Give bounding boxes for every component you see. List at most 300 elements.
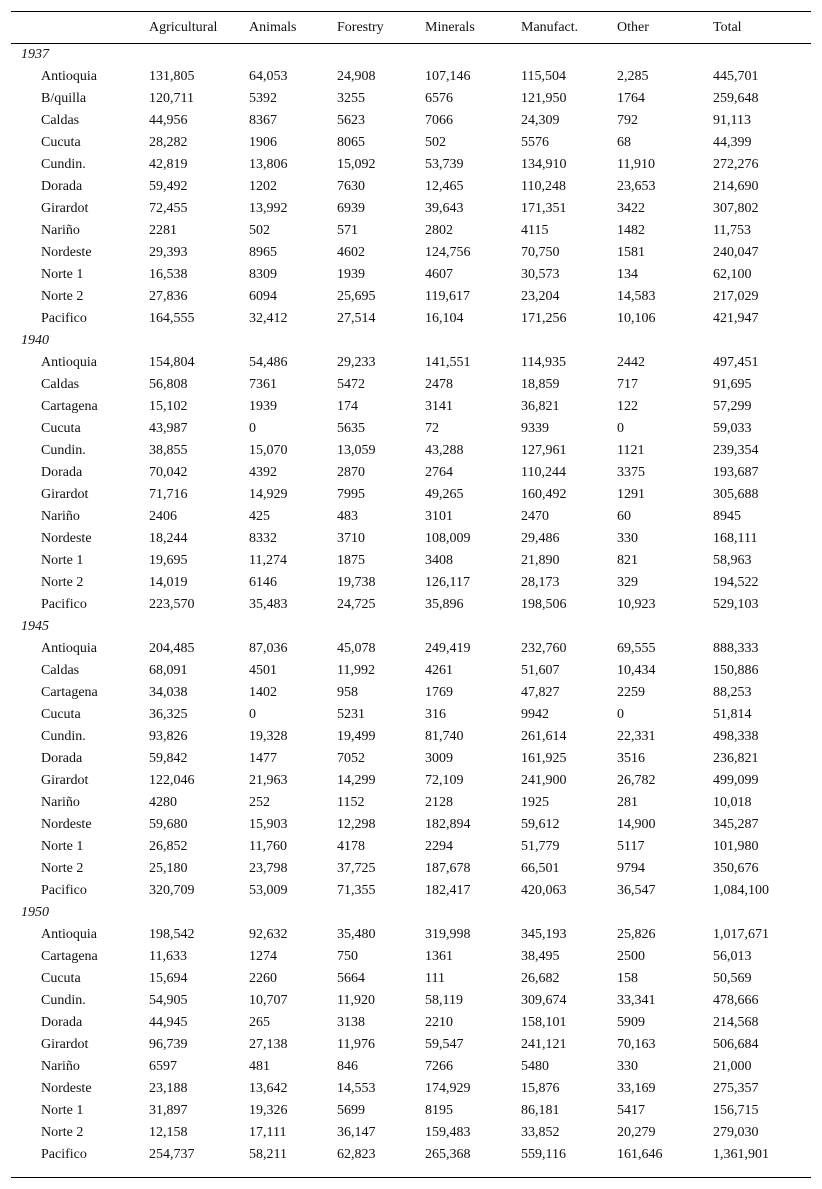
cell-forestry: 846 bbox=[337, 1059, 358, 1074]
table-row bbox=[11, 968, 811, 990]
cell-minerals: 187,678 bbox=[425, 861, 471, 876]
cell-agricultural: 6597 bbox=[149, 1059, 177, 1074]
cell-manufact: 309,674 bbox=[521, 993, 567, 1008]
cell-manufact: 2470 bbox=[521, 509, 549, 524]
cell-manufact: 70,750 bbox=[521, 245, 560, 260]
cell-agricultural: 72,455 bbox=[149, 201, 188, 216]
cell-total: 529,103 bbox=[713, 597, 759, 612]
cell-total: 421,947 bbox=[713, 311, 759, 326]
cell-other: 3375 bbox=[617, 465, 645, 480]
cell-other: 330 bbox=[617, 531, 638, 546]
table-row bbox=[11, 770, 811, 792]
cell-animals: 4501 bbox=[249, 663, 277, 678]
cell-total: 101,980 bbox=[713, 839, 759, 854]
cell-manufact: 559,116 bbox=[521, 1147, 566, 1162]
cell-agricultural: 56,808 bbox=[149, 377, 188, 392]
cell-forestry: 4178 bbox=[337, 839, 365, 854]
year-label: 1950 bbox=[21, 905, 49, 920]
cell-agricultural: 34,038 bbox=[149, 685, 188, 700]
cell-manufact: 420,063 bbox=[521, 883, 567, 898]
cell-animals: 4392 bbox=[249, 465, 277, 480]
cell-minerals: 16,104 bbox=[425, 311, 464, 326]
cell-minerals: 35,896 bbox=[425, 597, 464, 612]
cell-forestry: 8065 bbox=[337, 135, 365, 150]
cell-forestry: 3138 bbox=[337, 1015, 365, 1030]
cell-region: Girardot bbox=[41, 773, 89, 788]
cell-region: Norte 2 bbox=[41, 861, 84, 876]
cell-agricultural: 15,694 bbox=[149, 971, 188, 986]
header-animals: Animals bbox=[249, 19, 297, 35]
cell-minerals: 2128 bbox=[425, 795, 453, 810]
cell-minerals: 174,929 bbox=[425, 1081, 471, 1096]
cell-forestry: 36,147 bbox=[337, 1125, 376, 1140]
cell-other: 821 bbox=[617, 553, 638, 568]
cell-region: Norte 1 bbox=[41, 1103, 84, 1118]
cell-other: 1764 bbox=[617, 91, 645, 106]
cell-minerals: 4607 bbox=[425, 267, 453, 282]
cell-total: 506,684 bbox=[713, 1037, 759, 1052]
cell-manufact: 36,821 bbox=[521, 399, 560, 414]
cell-other: 14,900 bbox=[617, 817, 656, 832]
cell-region: Norte 1 bbox=[41, 267, 84, 282]
table-row bbox=[11, 264, 811, 286]
cell-forestry: 1152 bbox=[337, 795, 365, 810]
cell-other: 33,341 bbox=[617, 993, 656, 1008]
cell-total: 194,522 bbox=[713, 575, 759, 590]
cell-region: Girardot bbox=[41, 1037, 89, 1052]
cell-agricultural: 29,393 bbox=[149, 245, 188, 260]
year-row bbox=[11, 902, 811, 924]
cell-animals: 13,806 bbox=[249, 157, 288, 172]
header-minerals: Minerals bbox=[425, 19, 475, 35]
cell-forestry: 11,976 bbox=[337, 1037, 375, 1052]
cell-forestry: 15,092 bbox=[337, 157, 376, 172]
cell-minerals: 1769 bbox=[425, 685, 453, 700]
cell-other: 23,653 bbox=[617, 179, 656, 194]
cell-region: Nordeste bbox=[41, 245, 92, 260]
cell-minerals: 265,368 bbox=[425, 1147, 471, 1162]
cell-animals: 8367 bbox=[249, 113, 277, 128]
cell-total: 58,963 bbox=[713, 553, 752, 568]
cell-animals: 6146 bbox=[249, 575, 277, 590]
cell-minerals: 249,419 bbox=[425, 641, 471, 656]
cell-agricultural: 54,905 bbox=[149, 993, 188, 1008]
cell-forestry: 45,078 bbox=[337, 641, 376, 656]
cell-other: 3422 bbox=[617, 201, 645, 216]
cell-forestry: 14,299 bbox=[337, 773, 376, 788]
cell-manufact: 241,900 bbox=[521, 773, 567, 788]
cell-other: 122 bbox=[617, 399, 638, 414]
cell-forestry: 14,553 bbox=[337, 1081, 376, 1096]
cell-forestry: 5472 bbox=[337, 377, 365, 392]
header-total: Total bbox=[713, 19, 742, 35]
cell-agricultural: 131,805 bbox=[149, 69, 195, 84]
cell-total: 214,690 bbox=[713, 179, 759, 194]
cell-region: Caldas bbox=[41, 663, 80, 678]
cell-minerals: 2210 bbox=[425, 1015, 453, 1030]
table-row bbox=[11, 308, 811, 330]
cell-agricultural: 18,244 bbox=[149, 531, 188, 546]
cell-region: Cucuta bbox=[41, 707, 81, 722]
table-row bbox=[11, 572, 811, 594]
cell-forestry: 958 bbox=[337, 685, 358, 700]
table-row bbox=[11, 660, 811, 682]
cell-total: 150,886 bbox=[713, 663, 759, 678]
year-label: 1945 bbox=[21, 619, 49, 634]
cell-region: Nariño bbox=[41, 1059, 80, 1074]
cell-manufact: 5576 bbox=[521, 135, 549, 150]
cell-minerals: 7066 bbox=[425, 113, 453, 128]
cell-manufact: 232,760 bbox=[521, 641, 567, 656]
cell-agricultural: 59,680 bbox=[149, 817, 188, 832]
cell-forestry: 2870 bbox=[337, 465, 365, 480]
cell-agricultural: 27,836 bbox=[149, 289, 188, 304]
cell-total: 88,253 bbox=[713, 685, 752, 700]
cell-manufact: 158,101 bbox=[521, 1015, 567, 1030]
header-forestry: Forestry bbox=[337, 19, 384, 35]
cell-animals: 14,929 bbox=[249, 487, 288, 502]
cell-total: 91,695 bbox=[713, 377, 752, 392]
cell-total: 50,569 bbox=[713, 971, 752, 986]
cell-other: 20,279 bbox=[617, 1125, 656, 1140]
cell-region: Dorada bbox=[41, 751, 83, 766]
cell-agricultural: 44,956 bbox=[149, 113, 188, 128]
cell-other: 161,646 bbox=[617, 1147, 663, 1162]
cell-manufact: 38,495 bbox=[521, 949, 560, 964]
cell-other: 158 bbox=[617, 971, 638, 986]
cell-other: 134 bbox=[617, 267, 638, 282]
cell-manufact: 110,244 bbox=[521, 465, 566, 480]
cell-minerals: 39,643 bbox=[425, 201, 464, 216]
cell-other: 5909 bbox=[617, 1015, 645, 1030]
cell-manufact: 9942 bbox=[521, 707, 549, 722]
cell-total: 499,099 bbox=[713, 773, 759, 788]
cell-region: Cundin. bbox=[41, 157, 86, 172]
cell-region: Pacifico bbox=[41, 1147, 87, 1162]
cell-other: 2259 bbox=[617, 685, 645, 700]
cell-region: Dorada bbox=[41, 179, 83, 194]
table-row bbox=[11, 1056, 811, 1078]
cell-forestry: 5699 bbox=[337, 1103, 365, 1118]
cell-animals: 6094 bbox=[249, 289, 277, 304]
cell-animals: 8309 bbox=[249, 267, 277, 282]
cell-region: B/quilla bbox=[41, 91, 87, 106]
cell-total: 240,047 bbox=[713, 245, 759, 260]
header-other: Other bbox=[617, 19, 649, 35]
cell-total: 445,701 bbox=[713, 69, 759, 84]
cell-animals: 27,138 bbox=[249, 1037, 288, 1052]
cell-minerals: 43,288 bbox=[425, 443, 464, 458]
cell-manufact: 198,506 bbox=[521, 597, 567, 612]
cell-forestry: 750 bbox=[337, 949, 358, 964]
table-row bbox=[11, 88, 811, 110]
cell-animals: 0 bbox=[249, 707, 256, 722]
cell-forestry: 6939 bbox=[337, 201, 365, 216]
table-row bbox=[11, 440, 811, 462]
table-row bbox=[11, 682, 811, 704]
cell-manufact: 160,492 bbox=[521, 487, 567, 502]
cell-agricultural: 44,945 bbox=[149, 1015, 188, 1030]
cell-forestry: 71,355 bbox=[337, 883, 376, 898]
cell-region: Pacifico bbox=[41, 883, 87, 898]
cell-forestry: 483 bbox=[337, 509, 358, 524]
cell-animals: 15,070 bbox=[249, 443, 288, 458]
cell-region: Caldas bbox=[41, 113, 80, 128]
cell-minerals: 141,551 bbox=[425, 355, 471, 370]
cell-minerals: 108,009 bbox=[425, 531, 471, 546]
cell-region: Cartagena bbox=[41, 685, 98, 700]
cell-animals: 15,903 bbox=[249, 817, 288, 832]
cell-total: 497,451 bbox=[713, 355, 759, 370]
cell-forestry: 4602 bbox=[337, 245, 365, 260]
cell-other: 60 bbox=[617, 509, 631, 524]
cell-manufact: 1925 bbox=[521, 795, 549, 810]
cell-forestry: 11,920 bbox=[337, 993, 375, 1008]
cell-agricultural: 71,716 bbox=[149, 487, 188, 502]
cell-other: 1291 bbox=[617, 487, 645, 502]
cell-other: 36,547 bbox=[617, 883, 656, 898]
table-row bbox=[11, 1100, 811, 1122]
cell-other: 10,434 bbox=[617, 663, 656, 678]
table-row bbox=[11, 176, 811, 198]
cell-total: 1,017,671 bbox=[713, 927, 769, 942]
table-row bbox=[11, 550, 811, 572]
cell-minerals: 81,740 bbox=[425, 729, 464, 744]
cell-region: Caldas bbox=[41, 377, 80, 392]
cell-total: 279,030 bbox=[713, 1125, 759, 1140]
cell-total: 51,814 bbox=[713, 707, 752, 722]
cell-manufact: 5480 bbox=[521, 1059, 549, 1074]
cell-other: 792 bbox=[617, 113, 638, 128]
year-row bbox=[11, 44, 811, 67]
table-row bbox=[11, 286, 811, 308]
cell-total: 59,033 bbox=[713, 421, 752, 436]
cell-total: 236,821 bbox=[713, 751, 759, 766]
table-row bbox=[11, 396, 811, 418]
cell-animals: 0 bbox=[249, 421, 256, 436]
cell-agricultural: 19,695 bbox=[149, 553, 188, 568]
cell-total: 168,111 bbox=[713, 531, 758, 546]
cell-minerals: 12,465 bbox=[425, 179, 464, 194]
cell-total: 8945 bbox=[713, 509, 741, 524]
cell-manufact: 110,248 bbox=[521, 179, 566, 194]
cell-minerals: 502 bbox=[425, 135, 446, 150]
cell-region: Antioquia bbox=[41, 355, 97, 370]
cell-forestry: 62,823 bbox=[337, 1147, 376, 1162]
cell-forestry: 5635 bbox=[337, 421, 365, 436]
cell-animals: 64,053 bbox=[249, 69, 288, 84]
table-row bbox=[11, 1078, 811, 1100]
cell-manufact: 127,961 bbox=[521, 443, 567, 458]
header-manufact: Manufact. bbox=[521, 19, 579, 35]
cell-region: Norte 2 bbox=[41, 575, 84, 590]
cell-forestry: 35,480 bbox=[337, 927, 376, 942]
cell-animals: 11,274 bbox=[249, 553, 287, 568]
table-row bbox=[11, 1034, 811, 1056]
cell-manufact: 114,935 bbox=[521, 355, 566, 370]
cell-region: Dorada bbox=[41, 1015, 83, 1030]
cell-other: 70,163 bbox=[617, 1037, 656, 1052]
cell-minerals: 2478 bbox=[425, 377, 453, 392]
cell-other: 5417 bbox=[617, 1103, 645, 1118]
cell-other: 33,169 bbox=[617, 1081, 656, 1096]
cell-forestry: 3255 bbox=[337, 91, 365, 106]
cell-agricultural: 93,826 bbox=[149, 729, 188, 744]
cell-total: 56,013 bbox=[713, 949, 752, 964]
table-row bbox=[11, 506, 811, 528]
cell-animals: 1939 bbox=[249, 399, 277, 414]
table-row bbox=[11, 858, 811, 880]
cell-region: Pacifico bbox=[41, 597, 87, 612]
cell-minerals: 2764 bbox=[425, 465, 453, 480]
cell-region: Nariño bbox=[41, 795, 80, 810]
cell-total: 91,113 bbox=[713, 113, 751, 128]
cell-agricultural: 254,737 bbox=[149, 1147, 195, 1162]
cell-agricultural: 31,897 bbox=[149, 1103, 188, 1118]
cell-animals: 481 bbox=[249, 1059, 270, 1074]
cell-minerals: 1361 bbox=[425, 949, 453, 964]
cell-agricultural: 223,570 bbox=[149, 597, 195, 612]
cell-animals: 8332 bbox=[249, 531, 277, 546]
cell-minerals: 316 bbox=[425, 707, 446, 722]
cell-animals: 87,036 bbox=[249, 641, 288, 656]
cell-other: 717 bbox=[617, 377, 638, 392]
cell-manufact: 9339 bbox=[521, 421, 549, 436]
cell-total: 11,753 bbox=[713, 223, 751, 238]
cell-region: Norte 1 bbox=[41, 553, 84, 568]
cell-forestry: 3710 bbox=[337, 531, 365, 546]
cell-minerals: 111 bbox=[425, 971, 445, 986]
cell-total: 10,018 bbox=[713, 795, 752, 810]
table-row bbox=[11, 880, 811, 902]
cell-agricultural: 120,711 bbox=[149, 91, 194, 106]
cell-other: 3516 bbox=[617, 751, 645, 766]
cell-animals: 425 bbox=[249, 509, 270, 524]
cell-forestry: 7995 bbox=[337, 487, 365, 502]
table-row bbox=[11, 66, 811, 88]
cell-minerals: 7266 bbox=[425, 1059, 453, 1074]
cell-other: 9794 bbox=[617, 861, 645, 876]
cell-manufact: 15,876 bbox=[521, 1081, 560, 1096]
cell-minerals: 319,998 bbox=[425, 927, 471, 942]
header-row bbox=[11, 12, 811, 44]
cell-total: 888,333 bbox=[713, 641, 759, 656]
cell-forestry: 7630 bbox=[337, 179, 365, 194]
cell-agricultural: 154,804 bbox=[149, 355, 195, 370]
cell-total: 217,029 bbox=[713, 289, 759, 304]
cell-minerals: 59,547 bbox=[425, 1037, 464, 1052]
cell-total: 1,084,100 bbox=[713, 883, 769, 898]
cell-other: 11,910 bbox=[617, 157, 655, 172]
cell-minerals: 124,756 bbox=[425, 245, 471, 260]
cell-agricultural: 14,019 bbox=[149, 575, 188, 590]
year-label: 1940 bbox=[21, 333, 49, 348]
cell-agricultural: 320,709 bbox=[149, 883, 195, 898]
cell-animals: 32,412 bbox=[249, 311, 288, 326]
table-row bbox=[11, 352, 811, 374]
cell-manufact: 134,910 bbox=[521, 157, 567, 172]
cell-agricultural: 122,046 bbox=[149, 773, 195, 788]
cell-minerals: 182,894 bbox=[425, 817, 471, 832]
table-row bbox=[11, 110, 811, 132]
cell-forestry: 5623 bbox=[337, 113, 365, 128]
cell-region: Nariño bbox=[41, 509, 80, 524]
cell-manufact: 24,309 bbox=[521, 113, 560, 128]
table-container bbox=[11, 11, 811, 1178]
cell-manufact: 261,614 bbox=[521, 729, 567, 744]
cell-region: Cucuta bbox=[41, 135, 81, 150]
cell-region: Cucuta bbox=[41, 971, 81, 986]
cell-region: Nariño bbox=[41, 223, 80, 238]
cell-region: Antioquia bbox=[41, 927, 97, 942]
cell-agricultural: 59,842 bbox=[149, 751, 188, 766]
table-row bbox=[11, 418, 811, 440]
cell-animals: 252 bbox=[249, 795, 270, 810]
table-row bbox=[11, 924, 811, 946]
table-row bbox=[11, 594, 811, 616]
cell-animals: 54,486 bbox=[249, 355, 288, 370]
cell-manufact: 241,121 bbox=[521, 1037, 567, 1052]
table-row bbox=[11, 1122, 811, 1144]
cell-total: 1,361,901 bbox=[713, 1147, 769, 1162]
cell-forestry: 1875 bbox=[337, 553, 365, 568]
cell-other: 0 bbox=[617, 421, 624, 436]
year-label: 1937 bbox=[21, 47, 49, 62]
cell-total: 21,000 bbox=[713, 1059, 752, 1074]
cell-agricultural: 96,739 bbox=[149, 1037, 188, 1052]
cell-minerals: 4261 bbox=[425, 663, 453, 678]
cell-total: 478,666 bbox=[713, 993, 759, 1008]
cell-minerals: 3101 bbox=[425, 509, 453, 524]
cell-agricultural: 198,542 bbox=[149, 927, 195, 942]
cell-animals: 23,798 bbox=[249, 861, 288, 876]
cell-animals: 1274 bbox=[249, 949, 277, 964]
cell-region: Norte 2 bbox=[41, 289, 84, 304]
cell-region: Cundin. bbox=[41, 993, 86, 1008]
cell-region: Pacifico bbox=[41, 311, 87, 326]
cell-forestry: 174 bbox=[337, 399, 358, 414]
cell-animals: 2260 bbox=[249, 971, 277, 986]
cell-agricultural: 164,555 bbox=[149, 311, 195, 326]
cell-animals: 11,760 bbox=[249, 839, 287, 854]
table-row bbox=[11, 726, 811, 748]
cell-manufact: 28,173 bbox=[521, 575, 560, 590]
cell-total: 272,276 bbox=[713, 157, 759, 172]
cell-agricultural: 28,282 bbox=[149, 135, 188, 150]
cell-manufact: 29,486 bbox=[521, 531, 560, 546]
cell-agricultural: 70,042 bbox=[149, 465, 188, 480]
cell-forestry: 5231 bbox=[337, 707, 365, 722]
cell-minerals: 49,265 bbox=[425, 487, 464, 502]
cell-region: Cucuta bbox=[41, 421, 81, 436]
cell-minerals: 182,417 bbox=[425, 883, 471, 898]
table-row bbox=[11, 374, 811, 396]
cell-total: 62,100 bbox=[713, 267, 752, 282]
cell-other: 2442 bbox=[617, 355, 645, 370]
cell-minerals: 159,483 bbox=[425, 1125, 471, 1140]
table-row bbox=[11, 528, 811, 550]
cell-total: 498,338 bbox=[713, 729, 759, 744]
cell-forestry: 27,514 bbox=[337, 311, 376, 326]
cell-region: Girardot bbox=[41, 201, 89, 216]
table-row bbox=[11, 638, 811, 660]
cell-minerals: 53,739 bbox=[425, 157, 464, 172]
cell-agricultural: 42,819 bbox=[149, 157, 188, 172]
table-row bbox=[11, 220, 811, 242]
table-row bbox=[11, 990, 811, 1012]
cell-total: 193,687 bbox=[713, 465, 759, 480]
cell-forestry: 24,908 bbox=[337, 69, 376, 84]
